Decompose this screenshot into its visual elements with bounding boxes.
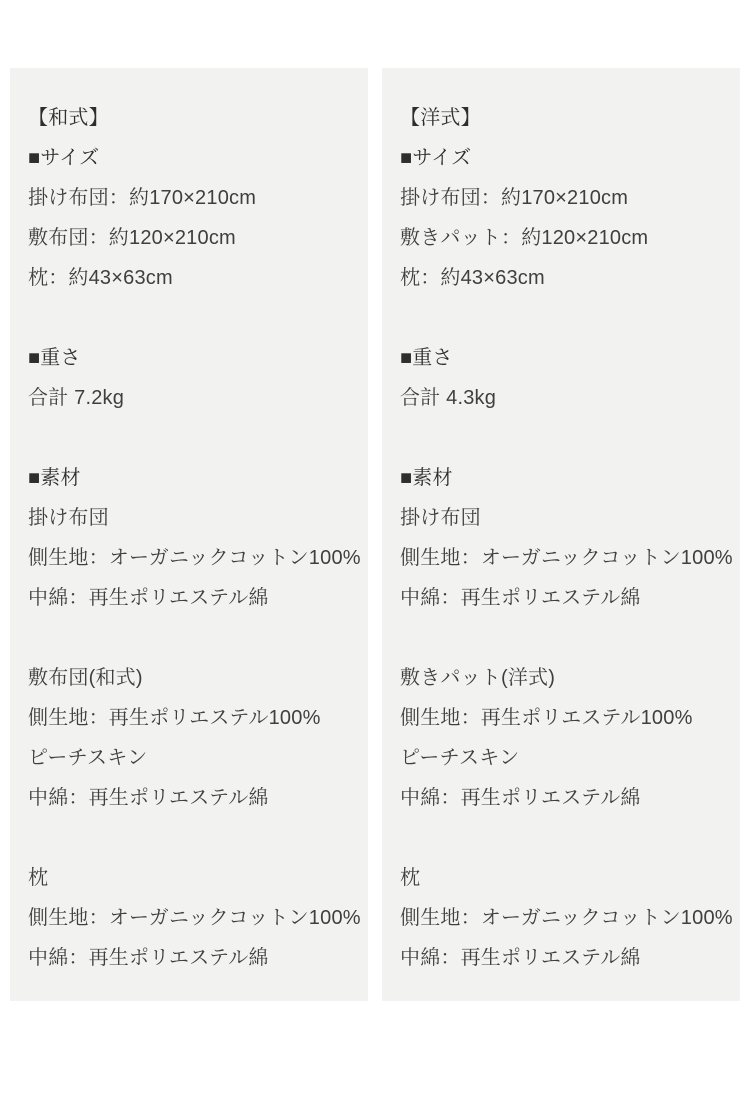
spec-line: 枕：約43×63cm: [400, 267, 545, 289]
spec-line: 中綿：再生ポリエステル綿: [400, 787, 641, 809]
spec-line: 敷きパット：約120×210cm: [400, 227, 649, 249]
spec-section: [28, 658, 354, 818]
spec-line: 枕: [28, 867, 49, 889]
spec-line: ピーチスキン: [400, 747, 520, 769]
spec-panel-youshiki: [382, 68, 740, 1001]
spec-section: [28, 458, 361, 618]
spec-line: 合計 4.3kg: [400, 387, 497, 409]
spec-panel-washiki: [10, 68, 368, 1001]
panel-title: 【和式】: [28, 107, 109, 129]
spec-section: [28, 858, 361, 978]
spec-line: 合計 7.2kg: [28, 387, 125, 409]
spec-line: 掛け布団：約170×210cm: [400, 187, 629, 209]
spec-line: 掛け布団: [28, 507, 109, 529]
spec-line: 敷きパット(洋式): [400, 667, 556, 689]
spec-line: 中綿：再生ポリエステル綿: [400, 587, 641, 609]
spec-line: ピーチスキン: [28, 747, 148, 769]
spec-line: 敷布団：約120×210cm: [28, 227, 236, 249]
section-heading: ■素材: [400, 467, 453, 489]
spec-section: [400, 658, 726, 818]
spec-line: 側生地：オーガニックコットン100%: [400, 547, 733, 569]
spec-line: 中綿：再生ポリエステル綿: [28, 587, 269, 609]
section-heading: ■サイズ: [28, 147, 100, 169]
spec-section: [400, 138, 726, 298]
spec-line: 側生地：オーガニックコットン100%: [28, 547, 361, 569]
spec-section: [400, 858, 733, 978]
spec-line: 中綿：再生ポリエステル綿: [28, 787, 269, 809]
section-heading: ■重さ: [28, 347, 81, 369]
spec-section: [28, 138, 354, 298]
spec-line: 敷布団(和式): [28, 667, 143, 689]
spec-line: 掛け布団：約170×210cm: [28, 187, 257, 209]
section-heading: ■サイズ: [400, 147, 472, 169]
spec-line: 側生地：オーガニックコットン100%: [28, 907, 361, 929]
spec-line: 側生地：再生ポリエステル100%: [400, 707, 693, 729]
spec-line: 中綿：再生ポリエステル綿: [400, 947, 641, 969]
panel-title: 【洋式】: [400, 107, 481, 129]
section-heading: ■重さ: [400, 347, 453, 369]
spec-line: 枕: [400, 867, 421, 889]
spec-line: 中綿：再生ポリエステル綿: [28, 947, 269, 969]
spec-line: 側生地：再生ポリエステル100%: [28, 707, 321, 729]
spec-line: 側生地：オーガニックコットン100%: [400, 907, 733, 929]
spec-section: [400, 458, 733, 618]
spec-section: [400, 338, 726, 418]
section-heading: ■素材: [28, 467, 81, 489]
spec-line: 掛け布団: [400, 507, 481, 529]
spec-section: [28, 338, 354, 418]
spec-line: 枕：約43×63cm: [28, 267, 173, 289]
panels-row: [10, 68, 740, 1001]
